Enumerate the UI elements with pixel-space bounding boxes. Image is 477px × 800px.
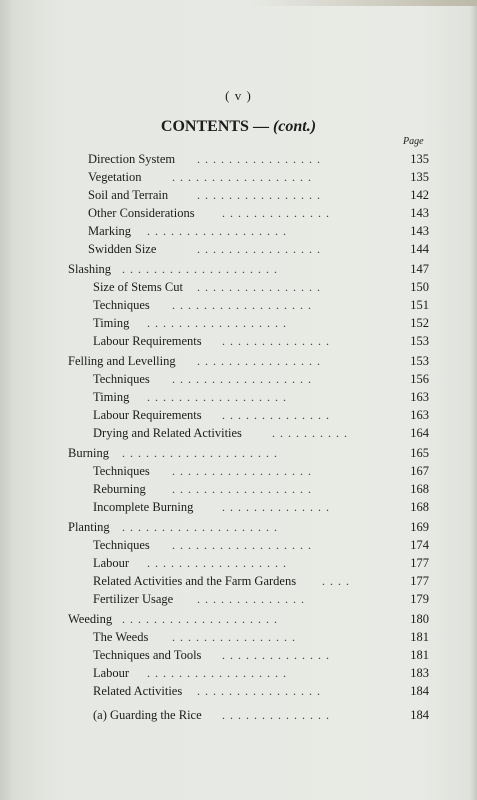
toc-entry-page: 168 bbox=[410, 482, 429, 496]
toc-entry-title: Weeding bbox=[68, 612, 113, 626]
toc-entry-leader: . . . . . . . . . . . . . . . . bbox=[197, 280, 321, 294]
toc-entry-leader: . . . . . . . . . . . . . . . . . . bbox=[147, 390, 287, 404]
toc-entry-leader: . . . . . . . . . . . . . . . . bbox=[172, 630, 296, 644]
toc-entry-leader: . . . . . . . . . . . . . . bbox=[222, 648, 330, 662]
toc-entry-leader: . . . . . . . . . . . . . . . . . . bbox=[172, 482, 312, 496]
toc-entry-page: 184 bbox=[410, 684, 429, 698]
toc-entry bbox=[0, 590, 477, 608]
toc-entry-title: Techniques bbox=[93, 372, 150, 386]
toc-entry bbox=[0, 646, 477, 664]
toc-entry-leader: . . . . . . . . . . . . . . . . bbox=[197, 242, 321, 256]
toc-entry-page: 167 bbox=[410, 464, 429, 478]
toc-entry bbox=[0, 664, 477, 682]
toc-entry-page: 183 bbox=[410, 666, 429, 680]
toc-entry-leader: . . . . . . . . . . . . . . . . bbox=[197, 152, 321, 166]
toc-entry bbox=[0, 332, 477, 350]
toc-entry-title: Planting bbox=[68, 520, 110, 534]
toc-entry-page: 135 bbox=[410, 152, 429, 166]
toc-entry-title: Other Considerations bbox=[88, 206, 195, 220]
page-edge-shadow bbox=[250, 0, 477, 6]
toc-entry-page: 152 bbox=[410, 316, 429, 330]
toc-entry-page: 153 bbox=[410, 334, 429, 348]
toc-entry-title: Drying and Related Activities bbox=[93, 426, 242, 440]
contents-heading bbox=[0, 118, 477, 136]
toc-entry-leader: . . . . . . . . . . . . . . bbox=[222, 408, 330, 422]
toc-entry-leader: . . . . . . . . . . . . . . . . . . bbox=[172, 372, 312, 386]
toc-entry-leader: . . . . . . . . . . . . . . . . . . bbox=[147, 316, 287, 330]
toc-entry-leader: . . . . . . . . . . . . . . bbox=[222, 206, 330, 220]
toc-entry-page: 163 bbox=[410, 408, 429, 422]
toc-entry-page: 179 bbox=[410, 592, 429, 606]
toc-entry-page: 181 bbox=[410, 630, 429, 644]
toc-entry-title: Slashing bbox=[68, 262, 112, 276]
toc-entry bbox=[0, 480, 477, 498]
toc-entry bbox=[0, 682, 477, 700]
toc-entry-leader: . . . . . . . . . . . . . . . . . . bbox=[147, 666, 287, 680]
toc-entry-page: 164 bbox=[410, 426, 429, 440]
toc-entry bbox=[0, 518, 477, 536]
toc-entry bbox=[0, 150, 477, 168]
toc-entry bbox=[0, 406, 477, 424]
toc-entry-page: 151 bbox=[410, 298, 429, 312]
toc-entry-page: 180 bbox=[410, 612, 429, 626]
toc-entry-title: (a) Guarding the Rice bbox=[93, 708, 202, 722]
toc-entry-title: Labour bbox=[93, 556, 130, 570]
toc-entry-page: 168 bbox=[410, 500, 429, 514]
toc-entry-page: 181 bbox=[410, 648, 429, 662]
toc-entry-title: Size of Stems Cut bbox=[93, 280, 183, 294]
toc-entry-title: Direction System bbox=[88, 152, 176, 166]
toc-entry-leader: . . . . . . . . . . . . . . bbox=[222, 500, 330, 514]
toc-entry-title: Techniques bbox=[93, 464, 150, 478]
contents-heading-cont: (cont.) bbox=[272, 118, 317, 135]
toc-entry-leader: . . . . . . . . . . bbox=[272, 426, 348, 440]
toc-entry bbox=[0, 222, 477, 240]
toc-entry-title: Timing bbox=[93, 390, 130, 404]
toc-entry bbox=[0, 572, 477, 590]
toc-entry-page: 135 bbox=[410, 170, 429, 184]
toc-entry-leader: . . . . . . . . . . . . . . . . . . bbox=[172, 170, 312, 184]
toc-entry bbox=[0, 444, 477, 462]
toc-entry-title: Felling and Levelling bbox=[68, 354, 176, 368]
toc-entry-title: Techniques and Tools bbox=[93, 648, 202, 662]
toc-entry-page: 174 bbox=[410, 538, 429, 552]
toc-entry-title: Labour bbox=[93, 666, 130, 680]
toc-entry-page: 143 bbox=[410, 206, 429, 220]
toc-entry bbox=[0, 168, 477, 186]
toc-entry-page: 177 bbox=[410, 556, 429, 570]
toc-entry bbox=[0, 352, 477, 370]
toc-entry-leader: . . . . . . . . . . . . . . . . . . bbox=[147, 556, 287, 570]
toc-entry-title: Burning bbox=[68, 446, 109, 460]
toc-entry bbox=[0, 260, 477, 278]
toc-entry bbox=[0, 610, 477, 628]
toc-entry-page: 144 bbox=[410, 242, 429, 256]
contents-heading-main: CONTENTS — bbox=[160, 118, 269, 135]
toc-entry bbox=[0, 370, 477, 388]
toc-entry-page: 184 bbox=[410, 708, 429, 722]
toc-entry bbox=[0, 204, 477, 222]
toc-entry-title: Labour Requirements bbox=[93, 334, 202, 348]
toc-entry-page: 165 bbox=[410, 446, 429, 460]
toc-entry bbox=[0, 628, 477, 646]
toc-entry-title: Marking bbox=[88, 224, 132, 238]
toc-entry-title: Reburning bbox=[93, 482, 146, 496]
toc-entry bbox=[0, 462, 477, 480]
toc-entry-leader: . . . . . . . . . . . . . . . . bbox=[197, 684, 321, 698]
toc-entry-page: 163 bbox=[410, 390, 429, 404]
toc-entry bbox=[0, 706, 477, 724]
toc-entry-leader: . . . . . . . . . . . . . . bbox=[197, 592, 305, 606]
toc-entry-leader: . . . . . . . . . . . . . . . . . . . . bbox=[122, 262, 278, 276]
toc-entry-title: Swidden Size bbox=[88, 242, 157, 256]
toc-entry bbox=[0, 536, 477, 554]
toc-entry-leader: . . . . . . . . . . . . . . . . . . . . bbox=[122, 446, 278, 460]
toc-entry-leader: . . . . . . . . . . . . . . . . . . bbox=[147, 224, 287, 238]
toc-entry-leader: . . . . . . . . . . . . . . . . . . bbox=[172, 464, 312, 478]
toc-entry-page: 143 bbox=[410, 224, 429, 238]
toc-entry-title: Timing bbox=[93, 316, 130, 330]
toc-entry-page: 156 bbox=[410, 372, 429, 386]
page-folio: ( v ) bbox=[225, 88, 252, 103]
page-column-label: Page bbox=[403, 136, 424, 147]
toc-entry-title: Related Activities and the Farm Gardens bbox=[93, 574, 297, 588]
toc-entry-leader: . . . . . . . . . . . . . . bbox=[222, 334, 330, 348]
toc-entry-page: 142 bbox=[410, 188, 429, 202]
toc-entry-title: Related Activities bbox=[93, 684, 183, 698]
toc-entry-page: 153 bbox=[410, 354, 429, 368]
toc-entry-leader: . . . . . . . . . . . . . . . . . . . . bbox=[122, 520, 278, 534]
toc-entry-leader: . . . . . . . . . . . . . . . . bbox=[197, 354, 321, 368]
toc-entry bbox=[0, 186, 477, 204]
toc-entry-title: Fertilizer Usage bbox=[93, 592, 174, 606]
toc-entry-leader: . . . . . . . . . . . . . . . . . . bbox=[172, 298, 312, 312]
toc-entry-page: 147 bbox=[410, 262, 429, 276]
toc-entry bbox=[0, 554, 477, 572]
toc-entry bbox=[0, 278, 477, 296]
toc-entry-leader: . . . . . . . . . . . . . . . . bbox=[197, 188, 321, 202]
toc-entry-leader: . . . . bbox=[322, 574, 350, 588]
toc-entry-title: Vegetation bbox=[88, 170, 142, 184]
toc-entry-leader: . . . . . . . . . . . . . . . . . . . . bbox=[122, 612, 278, 626]
toc-entry-page: 150 bbox=[410, 280, 429, 294]
toc-entry-title: Techniques bbox=[93, 538, 150, 552]
toc-entry bbox=[0, 240, 477, 258]
toc-entry-title: Incomplete Burning bbox=[93, 500, 194, 514]
toc-entry bbox=[0, 498, 477, 516]
toc-entry-page: 177 bbox=[410, 574, 429, 588]
toc-entry-title: Labour Requirements bbox=[93, 408, 202, 422]
toc-entry-title: Soil and Terrain bbox=[88, 188, 169, 202]
toc-entry-leader: . . . . . . . . . . . . . . bbox=[222, 708, 330, 722]
toc-entry bbox=[0, 424, 477, 442]
toc-entry-page: 169 bbox=[410, 520, 429, 534]
toc-entry-title: The Weeds bbox=[93, 630, 149, 644]
toc-entry-title: Techniques bbox=[93, 298, 150, 312]
toc-entry bbox=[0, 388, 477, 406]
toc-entry bbox=[0, 314, 477, 332]
toc-entry bbox=[0, 296, 477, 314]
toc-entry-leader: . . . . . . . . . . . . . . . . . . bbox=[172, 538, 312, 552]
